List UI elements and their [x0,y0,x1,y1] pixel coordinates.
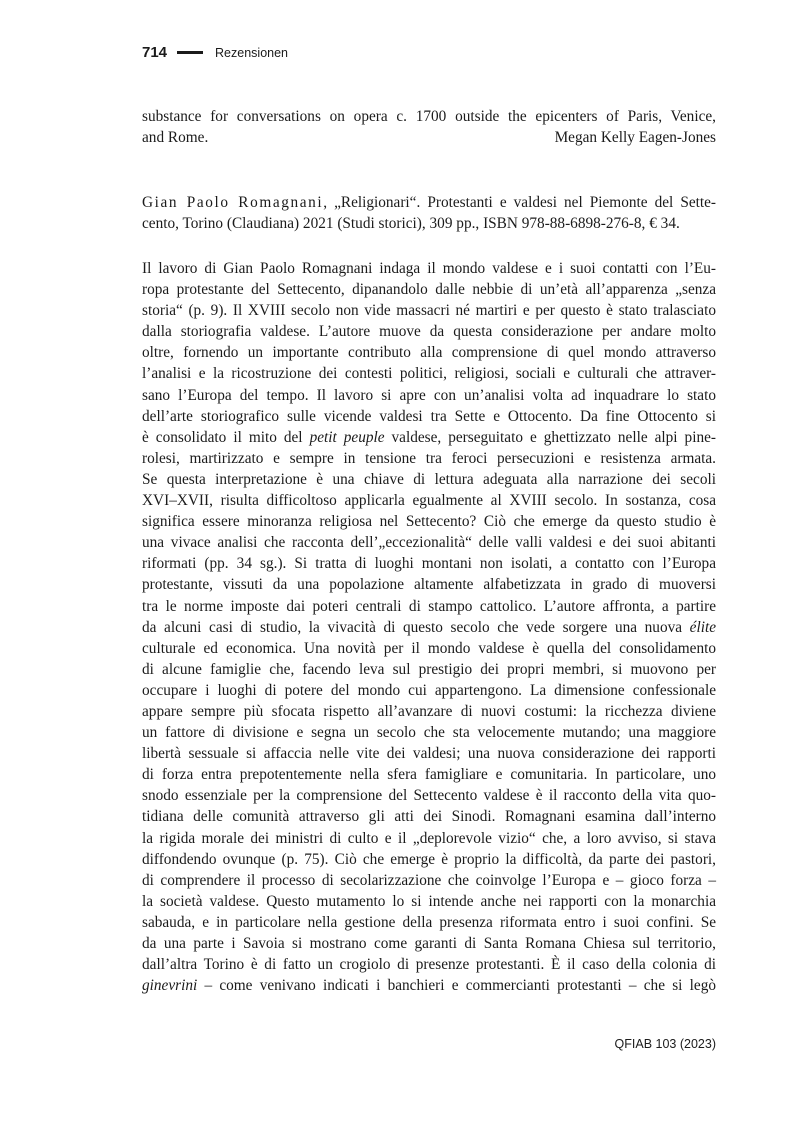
header-rule [177,51,203,54]
journal-footer: QFIAB 103 (2023) [614,1037,716,1051]
review-body [142,258,716,996]
text-line: libertà sessuale si affaccia nelle vite dei valdesi; una nuova considerazione dei rapporti [142,745,716,763]
text-line: tra le norme imposte dai poteri centrali di stampo cattolico. L’autore affronta, a partire [142,597,716,615]
book-title: , „Religionari“. Protestanti e valdesi nel Piemonte del Sette- [323,194,716,211]
text-run: – come venivano indicati i banchieri e commercianti protestanti – che si legò [197,977,716,995]
text-line [142,617,716,638]
text-line: da una parte i Savoia si mostrano come garanti di Santa Romana Chiesa sul territorio, [142,935,716,952]
text-line: diffondendo ovunque (p. 75). Ciò che emerge è proprio la difficoltà, da parte dei pastori, [142,850,716,868]
text-line: significa essere minoranza religiosa nel Settecento? Ciò che emerge da questo studio è [142,513,716,531]
text-run: da alcuni casi di studio, la vivacità di questo secolo che vede sorgere una nuova [142,618,690,636]
text-line: di forza entra prepotentemente nella sfera famigliare e comunitaria. In particolare, uno [142,766,716,784]
text-line: riformati (pp. 34 sg.). Si tratta di luoghi montani non isolati, a contatto con l’Europa [142,555,716,573]
signature-line [142,127,716,148]
text-line: snodo essenziale per la comprensione del Settecento valdese è il racconto della vita quo- [142,787,716,805]
text-line: rolesi, martirizzato e sempre in tensione tra feroci persecuzioni e resistenza armata. [142,449,716,467]
text-line: XVI–XVII, risulta difficoltoso applicarla egualmente al XVIII secolo. In sostanza, cosa [142,492,716,510]
text-line: dell’arte storiografico sulle vicende valdesi tra Sette e Ottocento. Da fine Ottocento si [142,407,716,425]
page-number: 714 [142,44,168,61]
text-line: dall’altra Torino è di fatto un crogiolo di presenze protestanti. È il caso della colonia di [142,956,716,974]
italic-term: petit peuple [309,428,385,446]
text-line: tidiana delle comunità attraverso gli atti dei Sinodi. Romagnani esamina dall’interno [142,808,716,826]
text-line: l’analisi e la ricostruzione dei contesti politici, religiosi, sociali e culturali che attraver- [142,365,716,383]
text-line [142,427,716,448]
text-line: la rigida morale dei ministri di culto e il „deplorevole vizio“ che, a loro avviso, si stava [142,829,716,847]
text-run: è consolidato il mito del [142,428,310,446]
text-line: di comprendere il processo di secolarizzazione che coinvolge l’Europa e – gioco forza – [142,871,716,889]
text-line: dalla storiografia valdese. L’autore muove da questa considerazione per andare molto [142,323,716,341]
bibliographic-entry [142,192,716,234]
text-line: di alcune famiglie che, facendo leva sul prestigio dei propri membri, si muovono per [142,660,716,678]
book-author: Gian Paolo Romagnani [142,194,324,211]
text-line: Il lavoro di Gian Paolo Romagnani indaga il mondo valdese e i suoi contatti con l’Eu- [142,260,716,277]
text-line: oltre, fornendo un importante contributo alla comprensione di quel mondo attraverso [142,344,716,362]
text-line: appare sempre più sfocata rispetto all’avanzare di nuovi costumi: la ricchezza diviene [142,702,716,720]
section-title: Rezensionen [215,45,288,60]
text-run: valdese, perseguitato e ghettizzato nelle alpi pine- [384,428,716,446]
text-line: un fattore di divisione e segna un secolo che sta velocemente mutando; una maggiore [142,724,716,742]
text-line: sano l’Europa del tempo. Il lavoro si apre con un’analisi volta ad inquadrare lo stato [142,386,716,404]
text-line: culturale ed economica. Una novità per il mondo valdese è quella del consolidamento [142,639,716,657]
text-line: sabauda, e in particolare nella gestione della presenza riformata entro i suoi confini. Se [142,913,716,931]
reviewer-signature: Megan Kelly Eagen-Jones [554,129,716,147]
text-line [142,192,716,213]
italic-term: ginevrini [142,977,198,995]
running-header [142,44,288,61]
text-line: cento, Torino (Claudiana) 2021 (Studi storici), 309 pp., ISBN 978-88-6898-276-8, € 34. [142,215,680,233]
text-line: storia“ (p. 9). Il XVIII secolo non vide massacri né martiri e per questo è stato tralasciato [142,302,716,320]
text-line: Se questa interpretazione è una chiave di lettura adeguata alla narrazione dei secoli [142,470,716,488]
text-line: la società valdese. Questo mutamento lo si intende anche nei rapporti con la monarchia [142,892,716,910]
previous-review-ending [142,106,716,148]
text-line: ropa protestante del Settecento, dipanandolo dalle nebbie di un’età all’apparenza „senza [142,281,716,299]
text-line: and Rome. [142,129,209,147]
text-line: una vivace analisi che racconta dell’„eccezionalità“ delle valli valdesi e dei suoi abitanti [142,534,716,552]
text-line: protestante, vissuti da una popolazione altamente alfabetizzata in grado di muoversi [142,576,716,594]
text-line: occupare i luoghi di potere del mondo cui appartengono. La dimensione confessionale [142,681,716,699]
text-line: substance for conversations on opera c. 1700 outside the epicenters of Paris, Venice, [142,108,716,125]
text-line [142,975,716,996]
italic-term: élite [689,618,716,636]
